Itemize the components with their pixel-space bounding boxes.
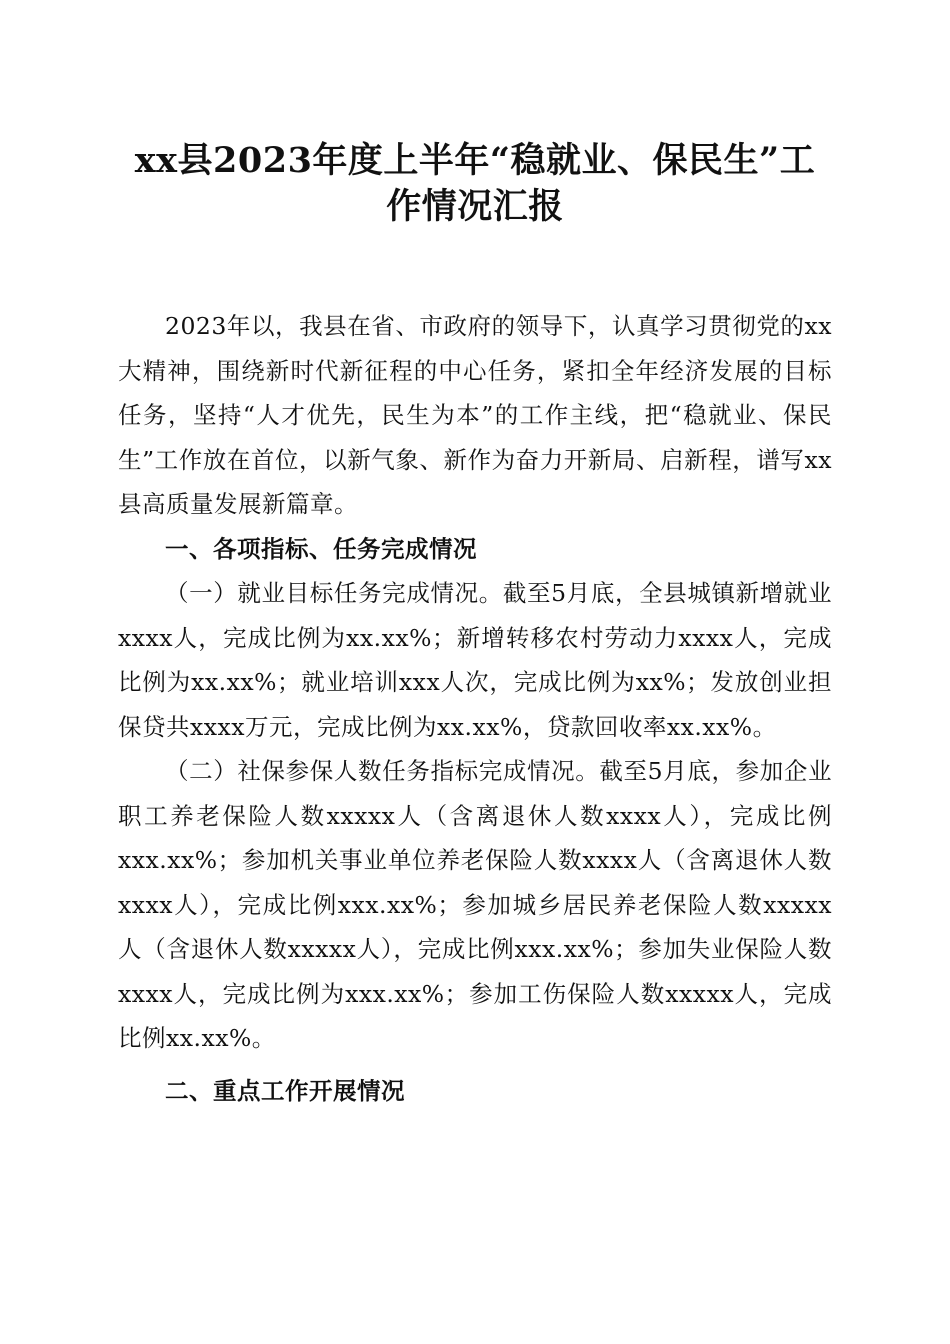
document-body <box>118 304 832 1113</box>
title-line-1: xx县2023年度上半年“稳就业、保民生”工 <box>134 140 816 181</box>
section-heading-key-work: 二、重点工作开展情况 <box>165 1076 405 1105</box>
document-title <box>118 138 832 230</box>
social-insurance-paragraph: （二）社保参保人数任务指标完成情况。截至5月底，参加企业职工养老保险人数xxxxx人（含离退休人数xxxx人），完成比例xxx.xx%；参加机关事业单位养老保险人数xxxx人（含离退休人数xxxx人），完成比例xxx.xx%；参加城乡居民养老保险人数xxxxx人（含退休人数xxxxx人），完成比例xxx.xx%；参加失业保险人数xxxx人，完成比例为xxx.xx%；参加工伤保险人数xxxxx人，完成比例xx.xx%。 <box>118 757 832 1052</box>
document-page <box>118 138 832 1113</box>
intro-paragraph: 2023年以，我县在省、市政府的领导下，认真学习贯彻党的xx大精神，围绕新时代新征程的中心任务，紧扣全年经济发展的目标任务，坚持“人才优先，民生为本”的工作主线，把“稳就业、保民生”工作放在首位，以新气象、新作为奋力开新局、启新程，谱写xx县高质量发展新篇章。 <box>118 312 832 518</box>
title-line-2: 作情况汇报 <box>386 186 564 227</box>
employment-paragraph: （一）就业目标任务完成情况。截至5月底，全县城镇新增就业xxxx人，完成比例为xx.xx%；新增转移农村劳动力xxxx人，完成比例为xx.xx%；就业培训xxx人次，完成比例为xx%；发放创业担保贷共xxxx万元，完成比例为xx.xx%，贷款回收率xx.xx%。 <box>118 579 832 741</box>
section-heading-indicators: 一、各项指标、任务完成情况 <box>165 534 477 563</box>
